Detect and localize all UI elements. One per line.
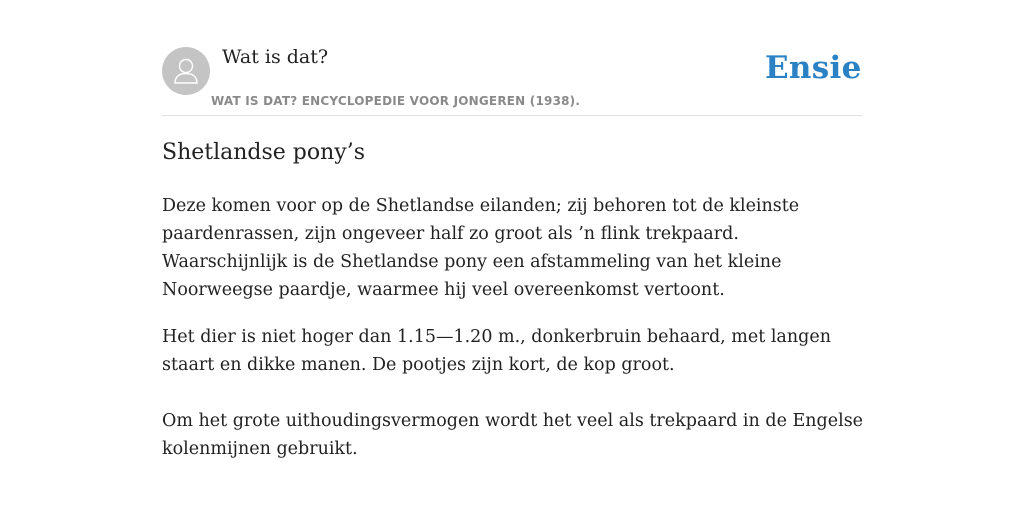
source-subtitle: WAT IS DAT? ENCYCLOPEDIE VOOR JONGEREN (1938). xyxy=(211,94,581,108)
user-avatar-icon xyxy=(162,47,210,95)
brand-logo[interactable]: Ensie xyxy=(765,50,862,86)
article-paragraph: Het dier is niet hoger dan 1.15—1.20 m., donkerbruin behaard, met langen staart en dikke manen. De pootjes zijn kort, de kop groot. xyxy=(162,327,831,375)
avatar[interactable] xyxy=(162,47,210,95)
article-paragraph: Deze komen voor op de Shetlandse eilanden; zij behoren tot de kleinste paardenrassen, zijn ongeveer half zo groot als ’n flink trekpaard. Waarschijnlijk is de Shetlandse pony een afstammeling van het kleine Noorweegse paardje, waarmee hij veel overeenkomst vertoont. xyxy=(162,196,800,300)
article-title: Shetlandse pony’s xyxy=(162,140,366,165)
source-name[interactable]: Wat is dat? xyxy=(222,46,329,68)
article-paragraph: Om het grote uithoudingsvermogen wordt het veel als trekpaard in de Engelse kolenmijnen gebruikt. xyxy=(162,411,864,459)
header-divider xyxy=(162,115,862,116)
